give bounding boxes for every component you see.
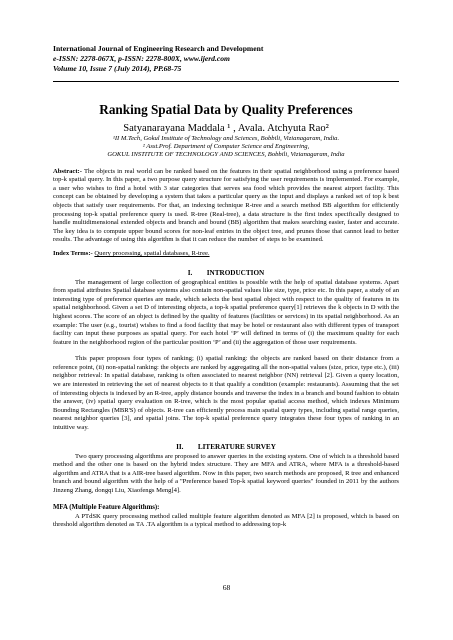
abstract-label: Abstract:- <box>53 167 82 175</box>
journal-header <box>53 44 399 74</box>
index-terms <box>53 250 399 259</box>
journal-name: International Journal of Engineering Research and Development <box>53 44 264 53</box>
mfa-paragraph: A PTdSK query processing method called multiple feature algorithm denoted as MFA [2] is proposed, which is based on threshold algorithm denoted as TA .TA algorithm is a typical method to addressing top-k <box>53 512 399 529</box>
affiliation-2: ² Asst.Prof. Department of Computer Science and Engineering, <box>142 143 310 151</box>
page-number: 68 <box>222 583 231 592</box>
index-terms-text: Query processing, spatial databases, R-tree. <box>94 249 210 257</box>
journal-issn: e-ISSN: 2278-067X, p-ISSN: 2278-800X, www.ijerd.com <box>53 54 230 63</box>
journal-volume: Volume 10, Issue 7 (July 2014), PP.68-75 <box>53 64 182 73</box>
abstract <box>53 168 399 245</box>
subsection-heading-mfa: MFA (Multiple Feature Algorithms): <box>53 503 160 511</box>
index-terms-label: Index Terms:- <box>53 249 93 257</box>
abstract-text: The objects in real world can be ranked based on the features in their spatial neighborhood using a preference based top-k spatial query. In this paper, a two purpose query structure for satisfying the user requirements is implemented. For example, a user who wishes to find a hotel with 3 star categories that serves sea food which provides the nearest airport facility. This concept can be obtained by developing a system that takes a particular query as the input and displays a ranked set of top k best objects that satisfy user requirements. For that, an indexing technique R-tree and a search method BB algorithm for efficiently processing top-k spatial preference query is used. R-tree (Real-tree), a data structure is the first index specifically designed to handle multidimensional extended objects and branch and bound (BB) algorithm that makes searching easier, faster and accurate. The key idea is to compute upper bound scores for non-leaf entries in the object tree, and prunes those that cannot lead to better results. The advantage of using this algorithm is that it can reduce the number of steps to be examined. <box>53 167 399 244</box>
paper-authors: Satyanarayana Maddala ¹ , Avala. Atchyuta Rao² <box>123 123 329 134</box>
header-rule <box>53 81 399 82</box>
introduction-paragraph-2: This paper proposes four types of ranking; (i) spatial ranking: the objects are ranked based on their distance from a reference point, (ii) non-spatial ranking: the objects are ranked by aggregating all the non-spatial values (size, price, type etc.), (iii) neighbor retrieval: In spatial database, ranking is often associated to nearest neighbor (NN) retrieval [2]. Given a query location, we are interested in retrieving the set of nearest objects to it that qualify a condition (example: restaurants). Assuming that the set of interesting objects is indexed by an R-tree, apply distance bounds and traverse the index in a branch and bound fashion to obtain the answer, (iv) spatial query evaluation on R-tree, which is the most popular spatial access method, which indexes Minimum Bounding Rectangles (MBR'S) of objects. R-tree can efficiently process main spatial query types, including spatial range queries, nearest neighbor queries [3], and spatial joins. The top-k spatial preference query integrates these four types of ranking in an intuitive way. <box>53 355 399 432</box>
literature-survey-paragraph: Two query processing algorithms are proposed to answer queries in the existing system. One of which is a threshold based method and the other one is based on the hybrid index structure. They are MFA and ATRA, where MFA is a threshold-based algorithm and ATRA that is a AIR-tree based algorithm. Now in this paper, two search methods are proposed, R tree and enhanced branch and bound algorithm with the help of a "Preference based Top-k spatial keyword queries" founded in 2011 by the authors Jinzeng Zhang, dongqi Liu, Xiaofengs Meng[4]. <box>53 452 399 495</box>
section-heading-literature-survey: II. LITERATURE SURVEY <box>176 442 276 451</box>
affiliation-3: GOKUL INSTITUTE OF TECHNOLOGY AND SCIENCES, Bobbili, Vizianagaram, India <box>107 151 345 159</box>
affiliation-1: ¹II M.Tech, Gokul Institute of Technology and Sciences, Bobbili, Vizianagaram, India. <box>112 135 340 142</box>
section-heading-introduction: I. INTRODUCTION <box>187 268 265 277</box>
introduction-paragraph-1: The management of large collection of geographical entities is possible with the help of spatial database systems. Apart from spatial attributes Spatial database systems also contain non-spatial values like size, type, price etc. In this paper, a study of an interesting type of preference queries are made, which selects the best spatial object with respect to the quality of features in its spatial neighborhood. Given a set D of interesting objects, a top-k spatial preference query[1] retrieves the k objects in D with the highest scores. The score of an object is defined by the quality of features (facilities or services) in its spatial neighborhood. As an example: The user (e.g., tourist) wishes to find a food facility that may be hotel or restaurant also with different types of transport facility can input these purposes as spatial query. For each hotel ‘P’ will defined in terms of (i) the maximum quality for each feature in the neighborhood region of the particular position ‘P’ and (ii) the aggregation of those user requirements. <box>53 278 399 346</box>
paper-title: Ranking Spatial Data by Quality Preferences <box>99 102 353 117</box>
